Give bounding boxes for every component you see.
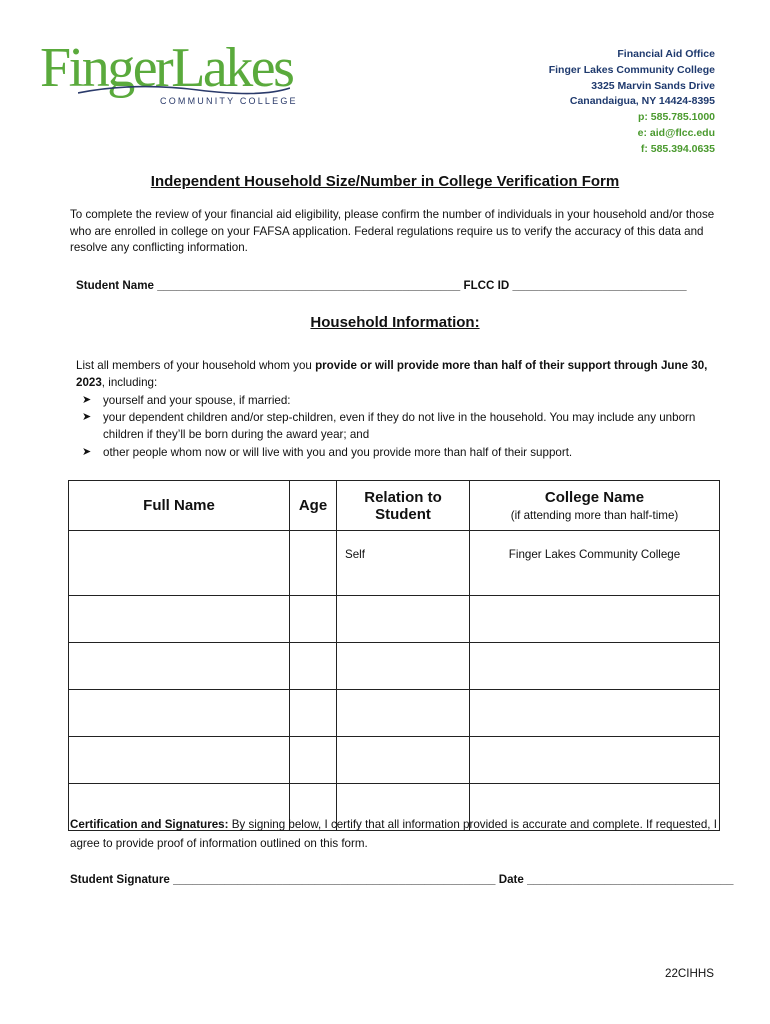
date-label: Date — [498, 873, 524, 886]
student-name-label: Student Name — [76, 279, 154, 292]
intro-support-clause: provide or will provide more than half of their support through June 30, 2023 — [76, 359, 708, 389]
cell-full-name[interactable] — [69, 531, 290, 596]
intro-start: List all members of your household whom you — [76, 359, 316, 372]
office-email: e: aid@flcc.edu — [637, 126, 715, 139]
signature-field[interactable]: __________________________________________________ — [173, 873, 496, 886]
certification-label: Certification and Signatures: — [70, 818, 229, 831]
office-phone: p: 585.785.1000 — [637, 111, 715, 124]
certification-text: By signing below, I certify that all information provided is accurate and complete. If requested, I agree to provide proof of information outlined on this form. — [70, 818, 717, 850]
office-college: Finger Lakes Community College — [548, 63, 715, 76]
table-row — [69, 596, 720, 643]
cell-relation[interactable] — [337, 643, 470, 690]
intro-end: , including: — [101, 376, 158, 389]
cell-college[interactable] — [470, 690, 720, 737]
header-relation: Relation to Student — [337, 481, 470, 531]
table-row — [69, 690, 720, 737]
header-college-subtitle: (if attending more than half-time) — [510, 509, 679, 522]
cell-age[interactable] — [290, 737, 337, 784]
cell-relation[interactable] — [337, 596, 470, 643]
signature-line — [70, 873, 733, 886]
form-code: 22CIHHS — [665, 967, 714, 980]
cell-college[interactable] — [470, 643, 720, 690]
table-row — [69, 643, 720, 690]
cell-full-name[interactable] — [69, 690, 290, 737]
cell-relation[interactable] — [337, 690, 470, 737]
household-criteria-list — [82, 392, 712, 461]
arrowhead-bullet-icon: ➤ — [82, 445, 92, 458]
arrowhead-bullet-icon: ➤ — [82, 394, 92, 406]
cell-college[interactable] — [470, 596, 720, 643]
cell-age[interactable] — [290, 643, 337, 690]
form-intro: To complete the review of your financial aid eligibility, please confirm the number of individuals in your household and/or those who are enrolled in college on your FAFSA application. Federal regulations require us to verify the accuracy of this data and resolve any conflicting information. — [70, 208, 715, 254]
certification-statement — [70, 815, 720, 853]
household-section-title: Household Information: — [310, 314, 480, 331]
cell-college[interactable] — [470, 737, 720, 784]
table-row — [69, 531, 720, 596]
cell-college[interactable]: Finger Lakes Community College — [470, 531, 720, 596]
logo-subtitle: COMMUNITY COLLEGE — [160, 96, 298, 106]
logo-wordmark: FingerLakes — [40, 37, 293, 99]
cell-age[interactable] — [290, 596, 337, 643]
list-item: ➤ other people whom now or will live with you and you provide more than half of their support. — [82, 444, 712, 461]
header-age: Age — [290, 481, 337, 531]
office-city: Canandaigua, NY 14424-8395 — [569, 95, 715, 108]
flcc-id-label: FLCC ID — [463, 279, 510, 292]
office-name: Financial Aid Office — [617, 48, 715, 60]
date-field[interactable]: ________________________________ — [527, 873, 734, 886]
student-info-line — [76, 279, 687, 292]
cell-age[interactable] — [290, 690, 337, 737]
table-row — [69, 737, 720, 784]
table-header-row — [69, 481, 720, 531]
cell-full-name[interactable] — [69, 596, 290, 643]
list-item: ➤ yourself and your spouse, if married: — [82, 392, 712, 409]
office-address-block — [549, 47, 715, 158]
list-item: ➤ your dependent children and/or step-children, even if they do not live in the household. You may include any unborn children if they’ll be born during the award year; and — [82, 411, 696, 442]
college-logo — [40, 37, 298, 112]
office-street: 3325 Marvin Sands Drive — [591, 79, 715, 92]
cell-relation[interactable] — [337, 737, 470, 784]
flcc-id-field[interactable]: ___________________________ — [512, 279, 687, 292]
household-table — [68, 480, 720, 831]
cell-full-name[interactable] — [69, 737, 290, 784]
header-full-name: Full Name — [69, 481, 290, 531]
household-list-intro — [76, 357, 726, 391]
cell-relation[interactable]: Self — [337, 531, 470, 596]
header-college-name: College Name (if attending more than half-time) — [470, 481, 720, 531]
arrowhead-bullet-icon: ➤ — [82, 411, 92, 424]
cell-age[interactable] — [290, 531, 337, 596]
form-title: Independent Household Size/Number in College Verification Form — [150, 173, 620, 190]
cell-full-name[interactable] — [69, 643, 290, 690]
student-name-field[interactable]: _______________________________________________ — [157, 279, 461, 292]
signature-label: Student Signature — [70, 873, 170, 886]
office-fax: f: 585.394.0635 — [640, 142, 715, 155]
